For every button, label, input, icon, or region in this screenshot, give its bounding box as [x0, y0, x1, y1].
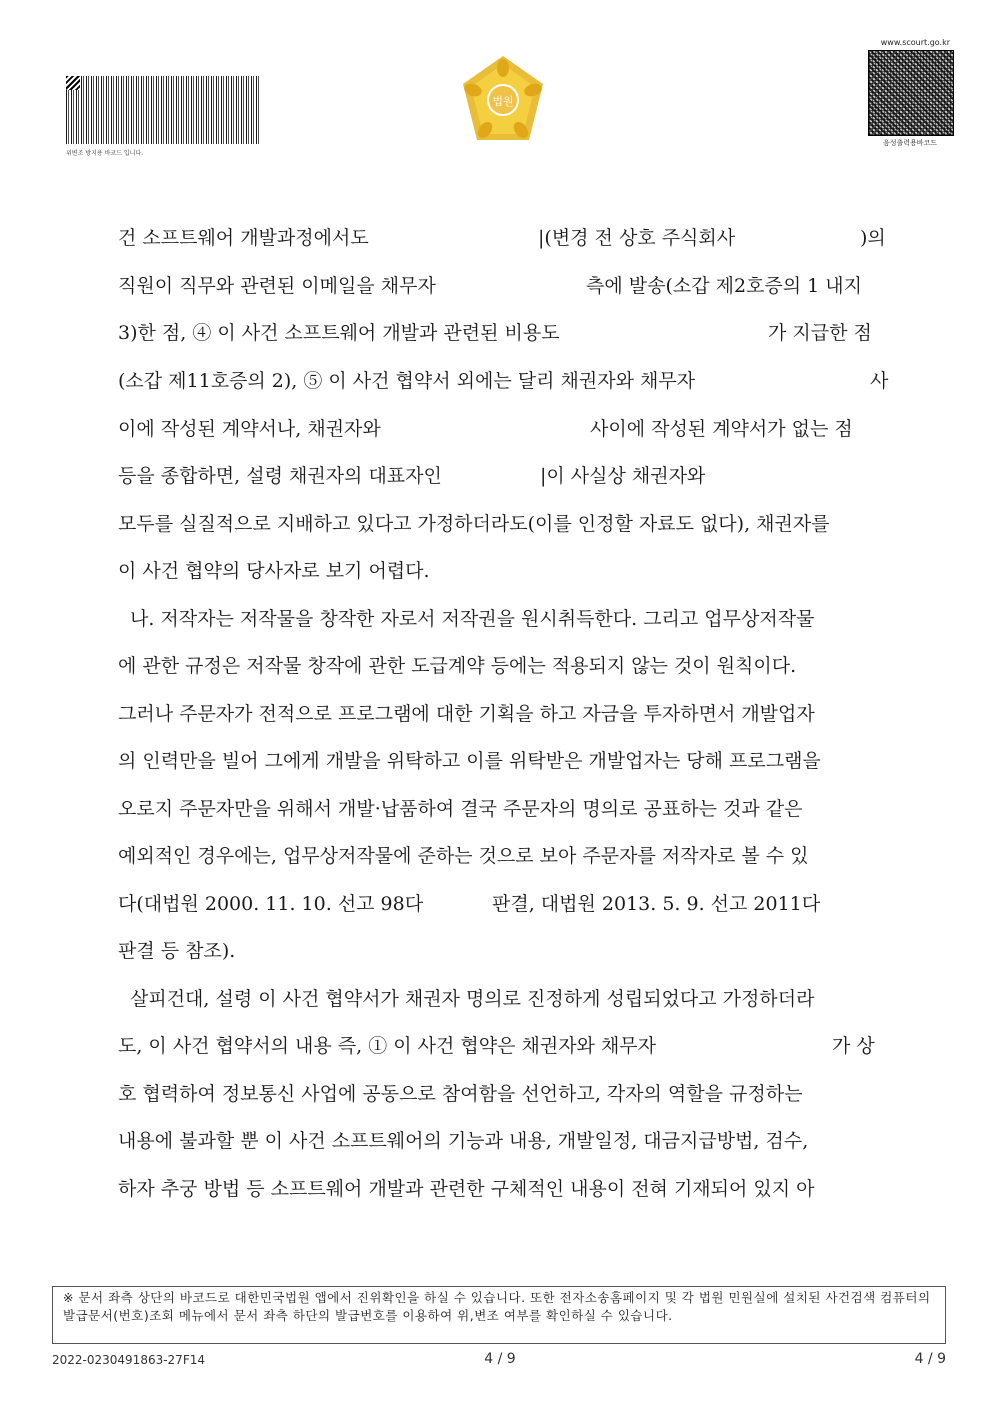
- body-line-18: 도, 이 사건 협약서의 내용 즉, ① 이 사건 협약은 채권자와 채무자 가 상: [118, 1035, 875, 1057]
- body-line-15: 다(대법원 2000. 11. 10. 선고 98다 판결, 대법원 2013. 5. 9. 선고 2011다: [118, 893, 821, 915]
- body-line-9: 나. 저작자는 저작물을 창작한 자로서 저작권을 원시취득한다. 그리고 업무상저작물: [130, 608, 815, 630]
- court-website-url: www.scourt.go.kr: [880, 38, 950, 47]
- body-line-17: 살피건대, 설령 이 사건 협약서가 채권자 명의로 진정하게 성립되었다고 가정하더라: [130, 988, 815, 1010]
- body-line-5: 이에 작성된 계약서나, 채권자와 사이에 작성된 계약서가 없는 점: [118, 418, 853, 440]
- page-number-center: 4 / 9: [484, 1351, 516, 1367]
- court-seal-emblem: [459, 54, 547, 146]
- body-line-7: 모두를 실질적으로 지배하고 있다고 가정하더라도(이를 인정할 자료도 없다), 채권자를: [118, 513, 830, 535]
- qr-caption: 음성출력용바코드: [882, 139, 938, 147]
- body-line-14: 예외적인 경우에는, 업무상저작물에 준하는 것으로 보아 주문자를 저작자로 볼 수 있: [118, 845, 809, 867]
- body-line-6: 등을 종합하면, 설령 채권자의 대표자인 |이 사실상 채권자와: [118, 465, 706, 487]
- body-line-21: 하자 추궁 방법 등 소프트웨어 개발과 관련한 구체적인 내용이 전혀 기재되어 있지 아: [118, 1178, 815, 1200]
- body-line-20: 내용에 불과할 뿐 이 사건 소프트웨어의 기능과 내용, 개발일정, 대금지급방법, 검수,: [118, 1130, 809, 1152]
- body-line-3: 3)한 점, ④ 이 사건 소프트웨어 개발과 관련된 비용도 가 지급한 점: [118, 322, 872, 344]
- anti-forgery-barcode: [66, 76, 260, 144]
- body-line-1: 건 소프트웨어 개발과정에서도 |(변경 전 상호 주식회사 )의: [118, 227, 886, 249]
- verification-notice: ※ 문서 좌측 상단의 바코드로 대한민국법원 앱에서 진위확인을 하실 수 있습니다. 또한 전자소송홈페이지 및 각 법원 민원실에 설치된 사건검색 컴퓨터의 발급문서(번호)조회 메뉴에서 문서 좌측 하단의 발급번호를 이용하여 위,변조 여부를 확인하실 수 있습니다.: [52, 1286, 946, 1344]
- body-line-4: (소갑 제11호증의 2), ⑤ 이 사건 협약서 외에는 달리 채권자와 채무자 사: [118, 370, 889, 392]
- issue-number: 2022-0230491863-27F14: [52, 1353, 205, 1367]
- body-line-12: 의 인력만을 빌어 그에게 개발을 위탁하고 이를 위탁받은 개발업자는 당해 프로그램을: [118, 750, 821, 772]
- body-line-10: 에 관한 규정은 저작물 창작에 관한 도급계약 등에는 적용되지 않는 것이 원칙이다.: [118, 655, 797, 677]
- body-line-13: 오로지 주문자만을 위해서 개발·납품하여 결국 주문자의 명의로 공표하는 것과 같은: [118, 798, 803, 820]
- body-line-11: 그러나 주문자가 전적으로 프로그램에 대한 기획을 하고 자금을 투자하면서 개발업자: [118, 703, 815, 725]
- body-line-8: 이 사건 협약의 당사자로 보기 어렵다.: [118, 560, 430, 582]
- body-line-19: 호 협력하여 정보통신 사업에 공동으로 참여함을 선언하고, 각자의 역할을 규정하는: [118, 1083, 803, 1105]
- page-number-right: 4 / 9: [914, 1351, 946, 1367]
- seal-text: 법원: [492, 95, 514, 108]
- audio-output-barcode: [868, 50, 954, 136]
- body-line-16: 판결 등 참조).: [118, 940, 236, 962]
- body-line-2: 직원이 직무와 관련된 이메일을 채무자 측에 발송(소갑 제2호증의 1 내지: [118, 275, 862, 297]
- barcode-caption: 위변조 방지용 바코드 입니다.: [66, 150, 144, 157]
